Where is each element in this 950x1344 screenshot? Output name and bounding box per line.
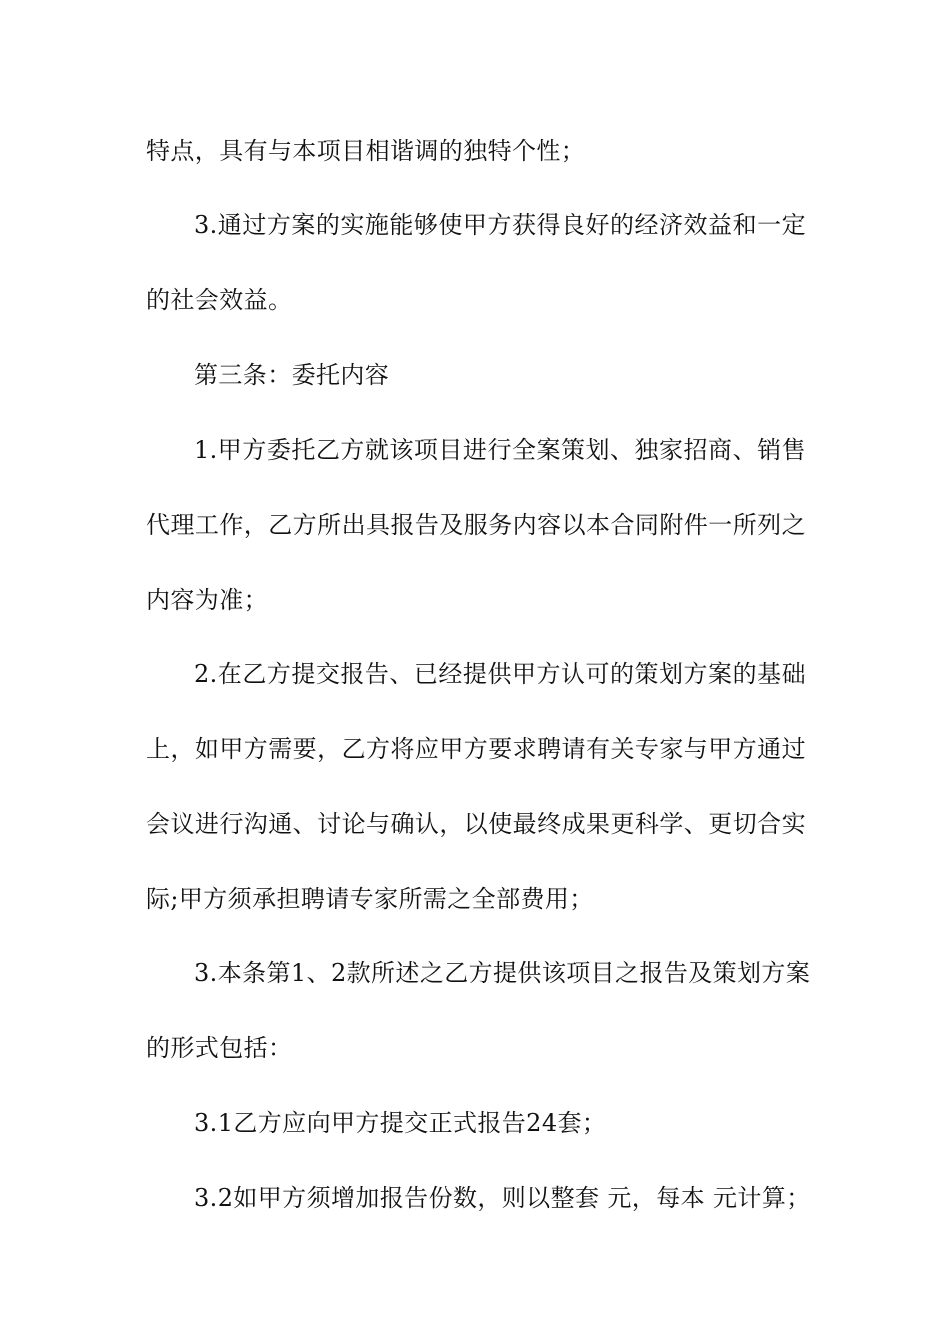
paragraph-line: 代理工作，乙方所出具报告及服务内容以本合同附件一所列之: [146, 511, 806, 539]
paragraph-line: 的形式包括：: [146, 1034, 293, 1062]
paragraph-line: 会议进行沟通、讨论与确认，以使最终成果更科学、更切合实: [146, 810, 806, 838]
paragraph-line: 内容为准；: [146, 586, 268, 614]
section-heading: 第三条：委托内容: [194, 361, 390, 389]
paragraph-line: 1.甲方委托乙方就该项目进行全案策划、独家招商、销售: [194, 436, 806, 464]
paragraph-line: 的社会效益。: [146, 286, 293, 314]
paragraph-line: 2.在乙方提交报告、已经提供甲方认可的策划方案的基础: [194, 660, 806, 688]
paragraph-line: 3.通过方案的实施能够使甲方获得良好的经济效益和一定: [194, 211, 806, 239]
paragraph-line: 3.本条第1、2款所述之乙方提供该项目之报告及策划方案: [194, 959, 811, 987]
paragraph-line: 特点，具有与本项目相谐调的独特个性；: [146, 137, 586, 165]
paragraph-line: 3.1乙方应向甲方提交正式报告24套；: [194, 1109, 607, 1137]
paragraph-line: 上，如甲方需要，乙方将应甲方要求聘请有关专家与甲方通过: [146, 735, 806, 763]
paragraph-line: 3.2如甲方须增加报告份数，则以整套 元，每本 元计算；: [194, 1184, 811, 1212]
paragraph-line: 际;甲方须承担聘请专家所需之全部费用；: [146, 885, 594, 913]
